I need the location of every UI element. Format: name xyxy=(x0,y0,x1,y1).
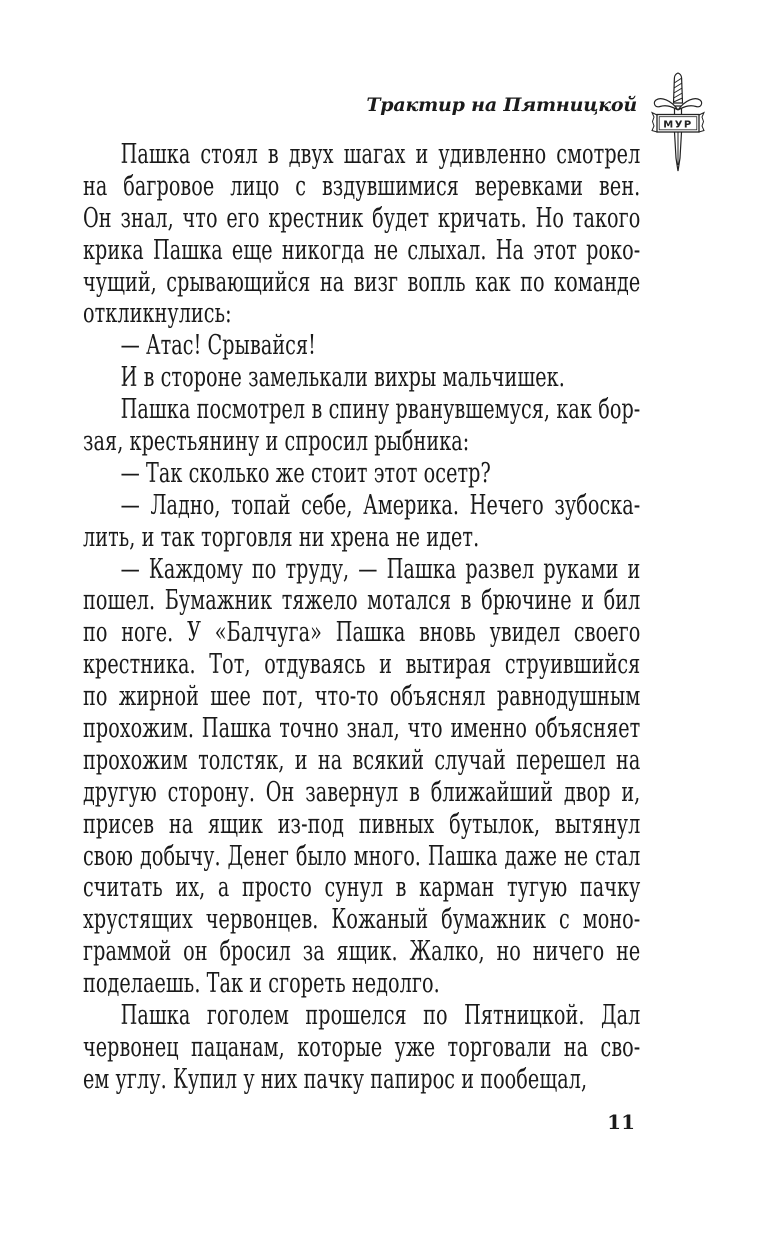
text-line: зая, крестьянину и спросил рыбника: xyxy=(83,426,470,458)
text-line: крика Пашка еще никогда не слыхал. На этот роко- xyxy=(83,234,641,266)
text-line: Пашка гоголем прошелся по Пятницкой. Дал xyxy=(120,1000,641,1032)
text-line: хрустящих червонцев. Кожаный бумажник с моно- xyxy=(83,904,641,936)
paragraph xyxy=(83,330,640,362)
body-text xyxy=(83,139,640,1096)
text-line: по ноге. У «Балчуга» Пашка вновь увидел своего xyxy=(83,617,641,649)
paragraph xyxy=(83,554,640,1000)
text-line: Он знал, что его крестник будет кричать. Но такого xyxy=(83,202,641,234)
text-line: И в стороне замелькали вихры мальчишек. xyxy=(120,362,565,394)
mur-dagger-icon xyxy=(651,72,705,176)
text-line: присев на ящик из-под пивных бутылок, вытянул xyxy=(83,808,641,840)
paragraph xyxy=(83,394,640,458)
text-line: ем углу. Купил у них пачку папирос и пообещал, xyxy=(83,1063,588,1095)
text-line: — Ладно, топай себе, Америка. Нечего зубоска- xyxy=(120,489,641,521)
text-line: пошел. Бумажник тяжело мотался в брючине и бил xyxy=(83,585,641,617)
text-line: свою добычу. Денег было много. Пашка даже не стал xyxy=(83,840,641,872)
paragraph xyxy=(83,1000,640,1096)
text-line: по жирной шее пот, что-то объяснял равнодушным xyxy=(83,681,641,713)
text-line: — Атас! Срывайся! xyxy=(120,330,316,362)
text-line: на багровое лицо с вздувшимися веревками вен. xyxy=(83,170,641,202)
text-line: Пашка посмотрел в спину рванувшемуся, как бор- xyxy=(120,394,641,426)
text-line: прохожим. Пашка точно знал, что именно объясняет xyxy=(83,713,641,745)
text-line: червонец пацанам, которые уже торговали на сво- xyxy=(83,1031,641,1063)
text-line: — Так сколько же стоит этот осетр? xyxy=(120,457,491,489)
text-line: чущий, срывающийся на визг вопль как по команде xyxy=(83,266,641,298)
text-line: поделаешь. Так и сгореть недолго. xyxy=(83,968,440,1000)
text-line: считать их, а просто сунул в карман тугую пачку xyxy=(83,872,641,904)
text-line: Пашка стоял в двух шагах и удивленно смотрел xyxy=(120,139,641,170)
text-line: — Каждому по труду, — Пашка развел руками и xyxy=(120,553,641,585)
text-line: крестника. Тот, отдуваясь и вытирая струившийся xyxy=(83,649,641,681)
paragraph xyxy=(83,139,640,330)
paragraph xyxy=(83,362,640,394)
running-title: Трактир на Пятницкой xyxy=(366,94,637,116)
paragraph xyxy=(83,458,640,490)
page-number: 11 xyxy=(607,1110,635,1134)
text-line: прохожим толстяк, и на всякий случай перешел на xyxy=(83,744,641,776)
mur-label: МУР xyxy=(663,119,693,131)
text-line: лить, и так торговля ни хрена не идет. xyxy=(83,521,480,553)
text-line: откликнулись: xyxy=(83,298,232,330)
text-line: граммой он бросил за ящик. Жалко, но ничего не xyxy=(83,936,641,968)
paragraph xyxy=(83,490,640,554)
text-line: другую сторону. Он завернул в ближайший двор и, xyxy=(83,776,641,808)
